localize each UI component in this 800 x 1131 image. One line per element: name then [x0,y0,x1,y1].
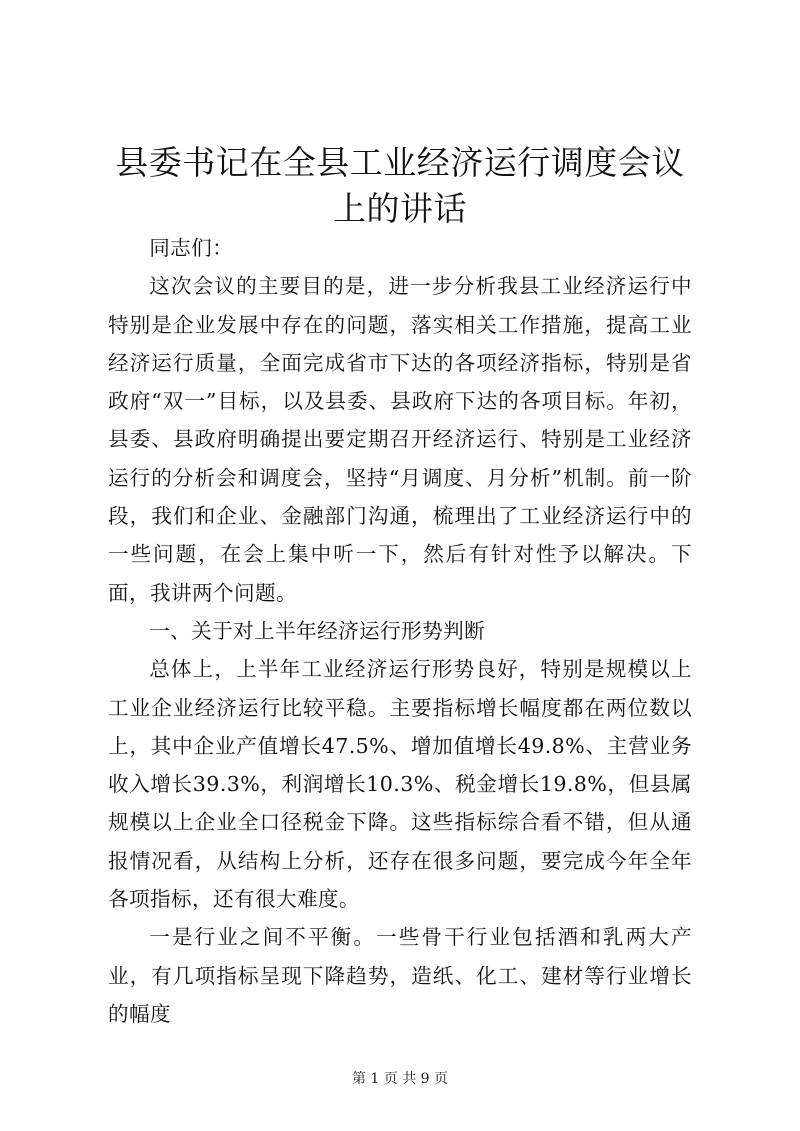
document-title: 县委书记在全县工业经济运行调度会议上的讲话 [115,143,685,228]
imbalance-paragraph: 一是行业之间不平衡。一些骨干行业包括酒和乳两大产业，有几项指标呈现下降趋势，造纸、化工、建材等行业增长的幅度 [108,925,692,1026]
section-heading-1: 一、关于对上半年经济运行形势判断 [149,618,486,643]
document-body [108,229,692,1033]
intro-paragraph: 这次会议的主要目的是，进一步分析我县工业经济运行中特别是企业发展中存在的问题，落实相关工作措施，提高工业经济运行质量，全面完成省市下达的各项经济指标，特别是省政府“双一”目标，以及县委、县政府下达的各项目标。年初，县委、县政府明确提出要定期召开经济运行、特别是工业经济运行的分析会和调度会，坚持“月调度、月分析”机制。前一阶段，我们和企业、金融部门沟通，梳理出了工业经济运行中的一些问题，在会上集中听一下，然后有针对性予以解决。下面，我讲两个问题。 [108,274,692,605]
page-number-footer: 第 1 页 共 9 页 [351,1071,449,1087]
salutation-paragraph: 同志们： [149,236,234,260]
overview-paragraph: 总体上，上半年工业经济运行形势良好，特别是规模以上工业企业经济运行比较平稳。主要指标增长幅度都在两位数以上，其中企业产值增长47.5%、增加值增长49.8%、主营业务收入增长39.3%，利润增长10.3%、税金增长19.8%，但县属规模以上企业全口径税金下降。这些指标综合看不错，但从通报情况看，从结构上分析，还存在很多问题，要完成今年全年各项指标，还有很大难度。 [108,657,692,912]
